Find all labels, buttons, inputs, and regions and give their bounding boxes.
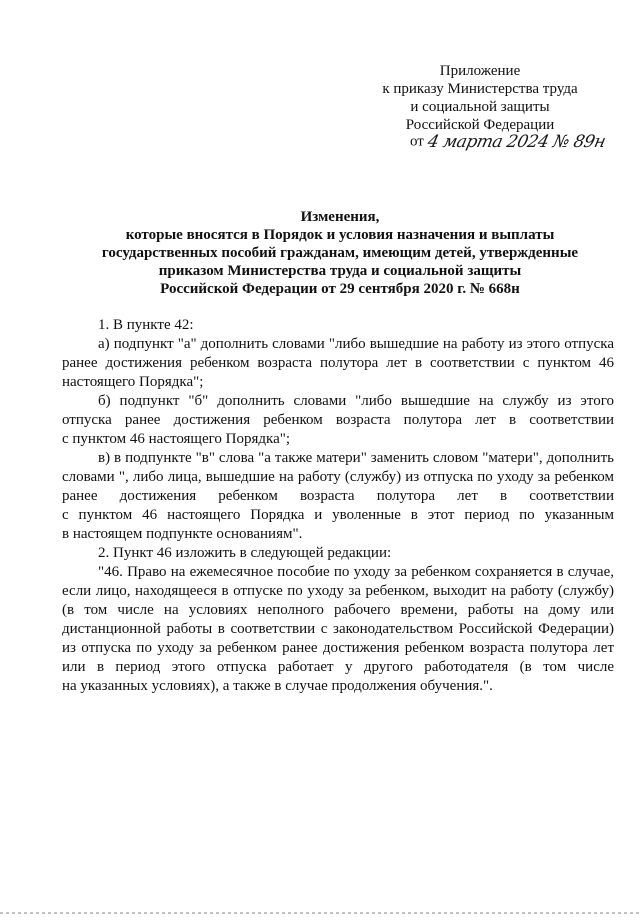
body-line: или в период этого отпуска работает у другого работодателя (в том числе [62,659,614,675]
title-line: Российской Федерации от 29 сентября 2020 г. № 668н [160,281,520,297]
body-line: словами ", либо лица, вышедшие на работу (службу) из отпуска по уходу за ребенком [62,469,614,485]
body-line: отпуска ранее достижения ребенком возраста полутора лет в соответствии [62,412,614,428]
document-title [60,208,620,298]
title-line: государственных пособий гражданам, имеющим детей, утвержденные [101,245,579,261]
scan-edge-rule [0,912,640,914]
body-line: ранее достижения ребенком возраста полутора лет в соответствии с пунктом 46 [62,355,614,371]
body-line: в настоящем подпункте основаниям". [62,526,303,542]
body-line: настоящего Порядка"; [62,374,204,390]
body-line: 2. Пункт 46 изложить в следующей редакции: [98,545,392,561]
order-date-number [410,132,605,156]
body-line: если лицо, находящееся в отпуске по уходу за ребенком, выходит на работу (службу) [62,583,614,599]
body-line: из отпуска по уходу за ребенком ранее достижения ребенком возраста полутора лет [62,640,614,656]
body-line: на указанных условиях), а также в случае продолжения обучения.". [62,678,493,694]
title-line: которые вносятся в Порядок и условия назначения и выплаты [125,227,555,243]
appendix-line: к приказу Министерства труда [382,81,578,97]
appendix-header [370,62,590,134]
body-line: в) в подпункте "в" слова "а также матери" заменить словом "матери", дополнить [98,450,614,466]
body-line: дистанционной работы в соответствии с законодательством Российской Федерации) [62,621,614,637]
document-body [62,316,614,696]
body-line: ранее достижения ребенком возраста полутора лет в соответствии [62,488,614,504]
appendix-line: Приложение [439,63,521,79]
body-line: "46. Право на ежемесячное пособие по уходу за ребенком сохраняется в случае, [98,564,614,580]
title-line: приказом Министерства труда и социальной защиты [158,263,522,279]
appendix-line: и социальной защиты [410,99,550,115]
body-line: (в том числе на условиях неполного рабочего времени, работы на дому или [62,602,614,618]
from-label: от [410,133,424,150]
title-line: Изменения, [300,209,380,225]
appendix-line: Российской Федерации [405,117,555,133]
body-line: б) подпункт "б" дополнить словами "либо вышедшие на службу из этого [98,393,614,409]
handwritten-date-number: 4 марта 2024 № 89н [425,132,607,152]
body-line: с пунктом 46 настоящего Порядка"; [62,431,291,447]
body-line: а) подпункт "а" дополнить словами "либо вышедшие на работу из этого отпуска [98,336,614,352]
body-line: 1. В пункте 42: [98,317,194,333]
body-line: с пунктом 46 настоящего Порядка и уволенные в этот период по указанным [62,507,614,523]
